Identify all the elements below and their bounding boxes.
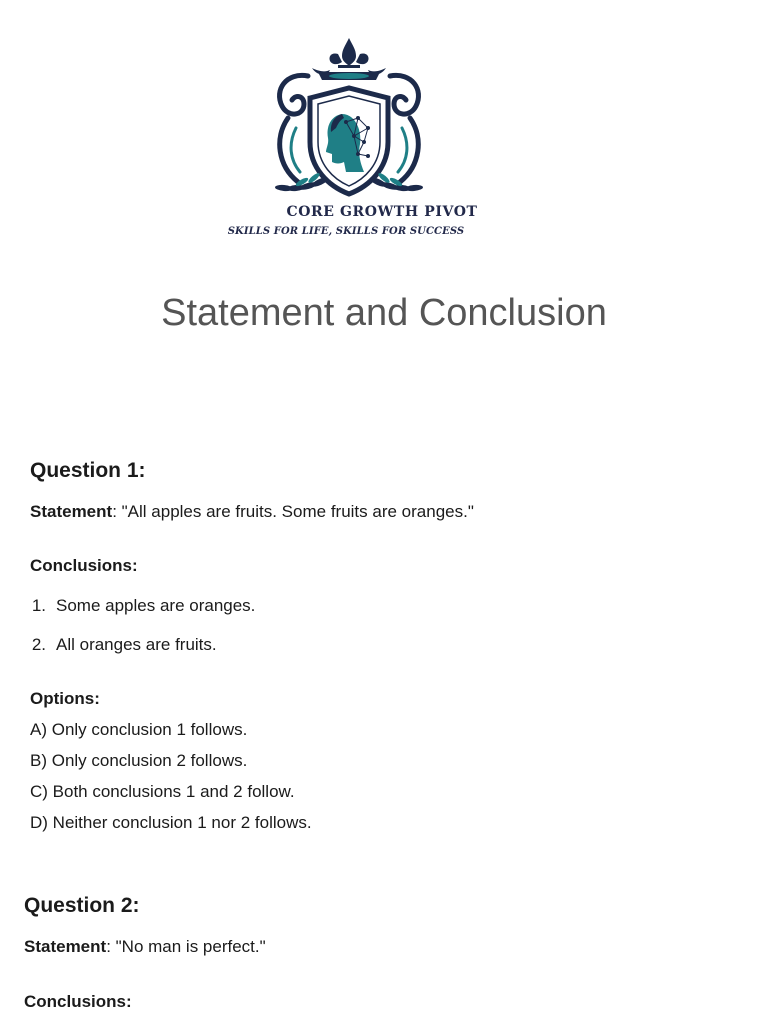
conclusion-item	[30, 596, 255, 616]
question-heading: Question 2:	[24, 894, 140, 917]
statement-label: Statement	[24, 937, 107, 956]
conclusion-text: All oranges are fruits.	[56, 635, 217, 654]
option-c: C) Both conclusions 1 and 2 follow.	[30, 782, 295, 801]
conclusions-label: Conclusions:	[30, 556, 138, 575]
options-label: Options:	[30, 689, 100, 708]
conclusion-item	[30, 635, 217, 655]
conclusion-number: 1.	[31, 596, 46, 615]
conclusions-label: Conclusions:	[24, 992, 132, 1011]
option-d: D) Neither conclusion 1 nor 2 follows.	[30, 813, 312, 832]
statement-text: : "All apples are fruits. Some fruits are oranges."	[112, 502, 474, 521]
option-b: B) Only conclusion 2 follows.	[30, 751, 248, 770]
statement-text: : "No man is perfect."	[106, 937, 266, 956]
question-heading: Question 1:	[30, 459, 146, 482]
conclusion-text: Some apples are oranges.	[56, 596, 256, 615]
brand-name: CORE GROWTH PIVOT	[286, 204, 478, 220]
page-title: Statement and Conclusion	[161, 292, 607, 334]
statement	[24, 937, 266, 957]
brand-tagline: SKILLS FOR LIFE, SKILLS FOR SUCCESS	[227, 226, 465, 237]
conclusion-number: 2.	[31, 635, 46, 654]
option-a: A) Only conclusion 1 follows.	[30, 720, 248, 739]
statement	[30, 502, 474, 522]
statement-label: Statement	[30, 502, 113, 521]
